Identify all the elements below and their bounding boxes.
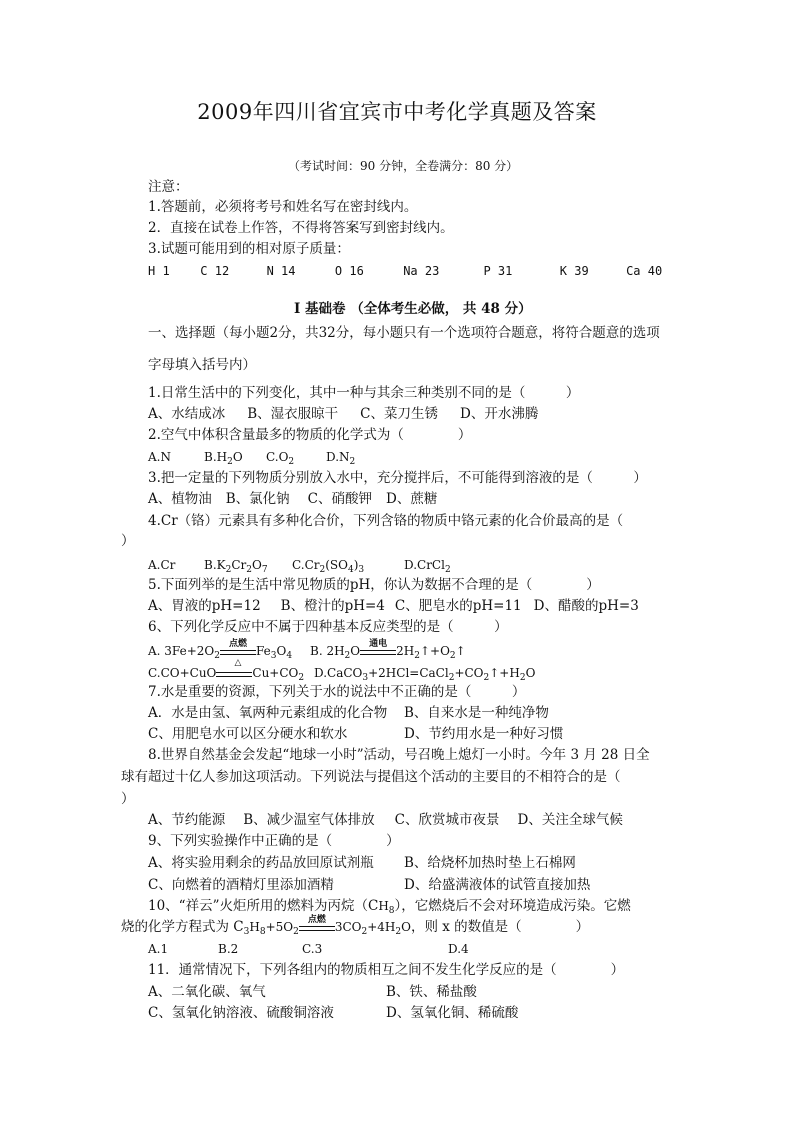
option: B、湿衣服晾干 xyxy=(247,406,339,422)
question-options xyxy=(148,405,560,423)
option-a: A. $3Fe+2O_2$ 点燃 △ $Fe_3O_4$ xyxy=(148,638,293,668)
option: D、醋酸的pH=3 xyxy=(533,598,639,614)
option: B、减少温室气体排放 xyxy=(243,812,375,828)
question-options xyxy=(148,597,661,615)
option: C、欣赏城市夜景 xyxy=(394,812,500,828)
atomic-mass: C 12 xyxy=(200,264,230,278)
question-options xyxy=(148,876,590,894)
reaction-condition-arrow xyxy=(216,665,252,683)
option: B.2 xyxy=(218,942,239,956)
question-stem: 5.下面列举的是生活中常见物质的pH，你认为数据不合理的是（ ） xyxy=(148,577,600,593)
part1-intro: 一、选择题（每小题2分，共32分，每小题只有一个选项符合题意，将符合题意的选项 xyxy=(148,325,660,341)
option: $B.H_2O$ xyxy=(204,450,243,467)
question-stem: 3.把一定量的下列物质分别放入水中，充分搅拌后，不可能得到溶液的是（ ） xyxy=(148,470,647,486)
question-options xyxy=(148,725,563,743)
question-stem: 10、“祥云”火炬所用的燃料为丙烷$(CH_8)$，它燃烧后不会对环境造成污染。它燃 xyxy=(148,898,631,916)
question-options xyxy=(148,638,490,668)
question-stem-tail: ） xyxy=(121,533,135,549)
option: $D.N_2$ xyxy=(326,450,356,467)
option: A、节约能源 xyxy=(148,812,226,828)
option: $C.O_2$ xyxy=(266,450,295,467)
question-stem: 1.日常生活中的下列变化，其中一种与其余三种类别不同的是（ ） xyxy=(148,385,580,401)
option: A、胃液的pH=12 xyxy=(148,598,261,614)
question-stem: 6、下列化学反应中不属于四种基本反应类型的是（ ） xyxy=(148,619,508,635)
question-options xyxy=(148,490,459,508)
question-options xyxy=(148,983,477,1001)
option: D.4 xyxy=(448,942,469,956)
option: A、二氧化碳、氧气 xyxy=(148,984,266,1000)
option: B、氯化钠 xyxy=(225,491,290,507)
option: C、用肥皂水可以区分硬水和软水 xyxy=(148,726,348,742)
option: D、开水沸腾 xyxy=(460,406,539,422)
question-options xyxy=(148,811,645,829)
option: D、节约用水是一种好习惯 xyxy=(404,726,564,742)
reaction-condition-arrow: 点燃 △ xyxy=(220,643,256,661)
option: D、氢氧化铜、稀硫酸 xyxy=(386,1005,519,1021)
atomic-mass: K 39 xyxy=(559,264,589,278)
notice-item: 2．直接在试卷上作答，不得将答案写到密封线内。 xyxy=(148,220,454,236)
question-stem: 9、下列实验操作中正确的是（ ） xyxy=(148,833,400,849)
option: D、关注全球气候 xyxy=(517,812,623,828)
option: C、向燃着的酒精灯里添加酒精 xyxy=(148,877,334,893)
option: A.1 xyxy=(148,942,169,956)
notice-heading: 注意： xyxy=(148,179,189,195)
option: B、给烧杯加热时垫上石棉网 xyxy=(404,855,576,871)
option-c: C.CO+CuO $Cu+CO_2$ xyxy=(148,666,305,683)
question-options xyxy=(148,1004,518,1022)
option: C、菜刀生锈 xyxy=(360,406,439,422)
atomic-mass: Ca 40 xyxy=(626,264,663,278)
atomic-mass: P 31 xyxy=(483,264,513,278)
atomic-mass: N 14 xyxy=(266,264,296,278)
option: D、蔗糖 xyxy=(386,491,438,507)
option: B、铁、稀盐酸 xyxy=(386,984,477,1000)
option: A、水结成冰 xyxy=(148,406,226,422)
option: A、植物油 xyxy=(148,491,212,507)
option: $B.K_2Cr_2O_7$ xyxy=(204,558,268,575)
question-options xyxy=(148,854,576,872)
atomic-mass: H 1 xyxy=(148,264,170,278)
question-stem: 球有超过十亿人参加这项活动。下列说法与提倡这个活动的主要目的不相符合的是（ xyxy=(121,769,621,785)
question-stem: 11．通常情况下，下列各组内的物质相互之间不发生化学反应的是（ ） xyxy=(148,962,625,978)
option: C、肥皂水的pH=11 xyxy=(394,598,522,614)
option: A、将实验用剩余的药品放回原试剂瓶 xyxy=(148,855,374,871)
notice-item: 1.答题前，必须将考号和姓名写在密封线内。 xyxy=(148,199,418,215)
question-options xyxy=(148,664,534,683)
option: B、橙汁的pH=4 xyxy=(280,598,385,614)
option: A．水是由氢、氧两种元素组成的化合物 xyxy=(148,705,388,721)
option: C、氢氧化钠溶液、硫酸铜溶液 xyxy=(148,1005,334,1021)
section-title: I 基础卷 （全体考生必做， 共 48 分） xyxy=(294,301,532,317)
question-stem: 4.Cr（铬）元素具有多种化合价，下列含铬的物质中铬元素的化合价最高的是（ xyxy=(148,513,624,529)
question-stem: 2.空气中体积含量最多的物质的化学式为（ ） xyxy=(148,427,472,443)
question-stem: 8.世界自然基金会发起“地球一小时”活动，号召晚上熄灯一小时。今年 3 月 28 日全 xyxy=(148,747,650,763)
reaction-condition-arrow: 通电 xyxy=(360,643,396,661)
exam-info: （考试时间：90 分钟，全卷满分：80 分） xyxy=(288,159,519,173)
page-title: 2009年四川省宜宾市中考化学真题及答案 xyxy=(197,100,597,124)
part1-intro: 字母填入括号内） xyxy=(148,357,256,373)
question-options xyxy=(148,448,386,466)
option: A.N xyxy=(148,450,171,464)
option: C、硝酸钾 xyxy=(307,491,373,507)
question-options xyxy=(148,556,474,574)
option: C.3 xyxy=(302,942,323,956)
option: $C.Cr_2(SO_4)_3$ xyxy=(292,558,365,575)
reaction-condition-arrow: 点燃 xyxy=(299,919,335,937)
question-stem: 7.水是重要的资源，下列关于水的说法中不正确的是（ ） xyxy=(148,684,526,700)
option: B、自来水是一种纯净物 xyxy=(404,705,549,721)
atomic-mass: Na 23 xyxy=(403,264,440,278)
option: D、给盛满液体的试管直接加热 xyxy=(404,877,591,893)
option-b: B. $2H_2O$ 通电 $2H_2↑+O_2↑$ xyxy=(310,638,466,661)
question-stem: 烧的化学方程式为 $C_3H_8+5O_2$ 点燃 $3CO_2+4H_2O$，则 x 的数值是（ ） xyxy=(121,914,590,937)
atomic-mass: O 16 xyxy=(334,264,364,278)
notice-item: 3.试题可能用到的相对原子质量： xyxy=(148,241,350,257)
question-options xyxy=(148,704,549,722)
option: A.Cr xyxy=(148,558,176,572)
question-options xyxy=(148,940,498,958)
option-d: $D.CaCO_3+2HCl=CaCl_2+CO_2↑+H_2O$ xyxy=(314,666,536,683)
atomic-mass-list xyxy=(148,262,676,280)
option: D.CrCl$_2$ xyxy=(404,558,451,575)
question-stem-tail: ） xyxy=(121,791,135,807)
